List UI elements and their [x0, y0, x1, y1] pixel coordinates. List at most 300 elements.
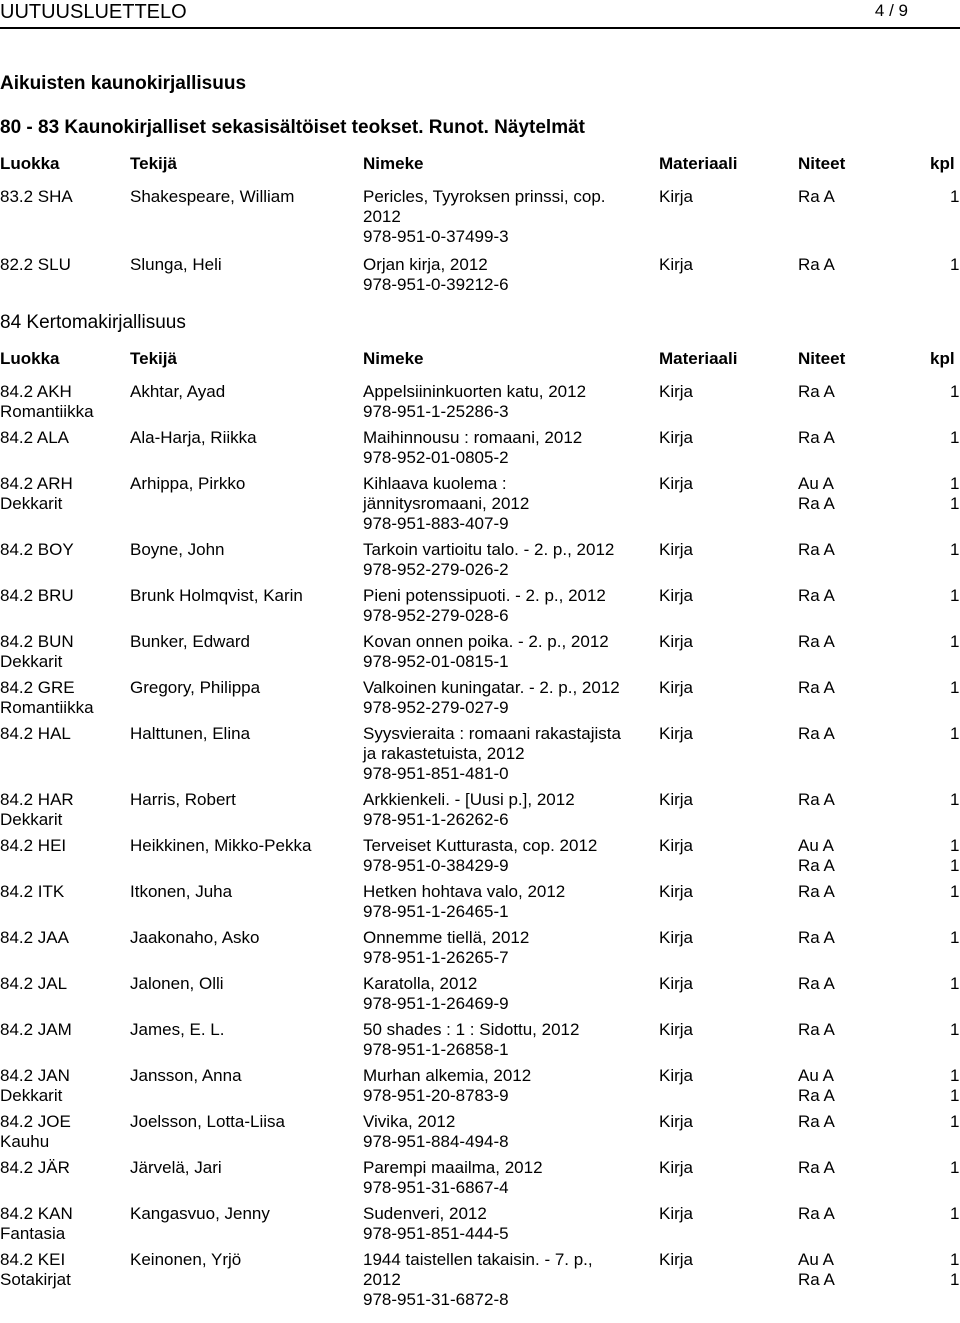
- section2-table: [0, 382, 960, 1316]
- title-cell-line: 978-952-279-026-2: [363, 560, 509, 579]
- material-cell: [659, 1066, 693, 1086]
- count-cell-line: 1: [950, 586, 960, 605]
- title-cell: [363, 882, 565, 922]
- title-cell-line: Kovan onnen poika. - 2. p., 2012: [363, 632, 609, 651]
- author-cell-line: Akhtar, Ayad: [130, 382, 226, 401]
- location-cell-line: Ra A: [798, 382, 835, 401]
- location-cell-line: Ra A: [798, 1270, 835, 1289]
- class-cell: [0, 1158, 70, 1178]
- location-cell: [798, 382, 835, 402]
- count-cell: [950, 1158, 959, 1178]
- material-cell-line: Kirja: [659, 540, 694, 559]
- document-title: UUTUUSLUETTELO: [0, 1, 187, 23]
- title-cell-line: Terveiset Kutturasta, cop. 2012: [363, 836, 598, 855]
- class-cell-line: 84.2 KAN: [0, 1204, 73, 1223]
- title-cell: [363, 187, 606, 247]
- column-header-location: Niteet: [798, 349, 846, 368]
- title-cell-line: 978-951-884-494-8: [363, 1132, 509, 1151]
- title-cell-line: Sudenveri, 2012: [363, 1204, 487, 1223]
- title-cell-line: 978-951-0-39212-6: [363, 275, 509, 294]
- author-cell: [130, 382, 225, 402]
- author-cell: [130, 428, 257, 448]
- title-cell: [363, 1112, 509, 1152]
- table-row: [0, 187, 960, 255]
- material-cell: [659, 540, 693, 560]
- count-cell: [950, 790, 959, 810]
- class-cell: [0, 187, 73, 207]
- material-cell: [659, 428, 693, 448]
- title-cell: [363, 1020, 579, 1060]
- title-cell-line: 978-951-0-38429-9: [363, 856, 509, 875]
- title-cell-line: 978-951-851-444-5: [363, 1224, 509, 1243]
- title-cell-line: Vivika, 2012: [363, 1112, 456, 1131]
- title-cell-line: 1944 taistellen takaisin. - 7. p.,: [363, 1250, 593, 1269]
- title-cell-line: 978-951-1-25286-3: [363, 402, 509, 421]
- class-cell-line: 84.2 ALA: [0, 428, 70, 447]
- count-cell: [950, 474, 959, 514]
- title-cell-line: Maihinnousu : romaani, 2012: [363, 428, 583, 447]
- material-cell-line: Kirja: [659, 474, 694, 493]
- author-cell: [130, 632, 250, 652]
- class-cell-line: 84.2 ITK: [0, 882, 65, 901]
- title-cell-line: Valkoinen kuningatar. - 2. p., 2012: [363, 678, 620, 697]
- page-header: [0, 0, 960, 24]
- title-cell-line: Kihlaava kuolema :: [363, 474, 507, 493]
- author-cell-line: Shakespeare, William: [130, 187, 295, 206]
- table-row: [0, 678, 960, 724]
- title-cell-line: 2012: [363, 1270, 401, 1289]
- location-cell-line: Ra A: [798, 1158, 835, 1177]
- title-cell-line: 978-952-279-027-9: [363, 698, 509, 717]
- author-cell-line: Ala-Harja, Riikka: [130, 428, 257, 447]
- material-cell-line: Kirja: [659, 974, 694, 993]
- material-cell: [659, 382, 693, 402]
- count-cell-line: 1: [950, 882, 960, 901]
- column-header-title: Nimeke: [363, 154, 424, 173]
- title-cell-line: Onnemme tiellä, 2012: [363, 928, 530, 947]
- title-cell-line: Hetken hohtava valo, 2012: [363, 882, 566, 901]
- count-cell: [950, 1204, 959, 1224]
- class-cell-line: 84.2 JAL: [0, 974, 68, 993]
- material-cell-line: Kirja: [659, 1112, 694, 1131]
- material-cell-line: Kirja: [659, 428, 694, 447]
- material-cell-line: Kirja: [659, 1250, 694, 1269]
- table-row: [0, 382, 960, 428]
- column-header-author: Tekijä: [130, 349, 177, 368]
- class-cell-line: Sotakirjat: [0, 1270, 71, 1289]
- author-cell: [130, 678, 260, 698]
- count-cell-line: 1: [950, 540, 960, 559]
- class-cell: [0, 928, 69, 948]
- material-cell: [659, 255, 693, 275]
- count-cell-line: 1: [950, 382, 960, 401]
- author-cell-line: Keinonen, Yrjö: [130, 1250, 242, 1269]
- title-cell-line: 978-951-883-407-9: [363, 514, 509, 533]
- class-cell: [0, 632, 74, 672]
- table-row: [0, 882, 960, 928]
- title-cell: [363, 1066, 531, 1106]
- title-cell: [363, 790, 575, 830]
- count-cell-line: 1: [950, 790, 960, 809]
- material-cell: [659, 187, 693, 207]
- class-cell: [0, 586, 74, 606]
- location-cell: [798, 187, 835, 207]
- count-cell-line: 1: [950, 1250, 960, 1269]
- class-cell: [0, 882, 64, 902]
- title-cell-line: Pericles, Tyyroksen prinssi, cop.: [363, 187, 606, 206]
- class-cell-line: 84.2 JAM: [0, 1020, 72, 1039]
- material-cell: [659, 974, 693, 994]
- author-cell: [130, 974, 224, 994]
- location-cell: [798, 882, 835, 902]
- title-cell: [363, 382, 586, 422]
- count-cell: [950, 540, 959, 560]
- title-cell: [363, 974, 509, 1014]
- count-cell-line: 1: [950, 255, 960, 274]
- author-cell: [130, 540, 225, 560]
- location-cell-line: Ra A: [798, 724, 835, 743]
- class-cell: [0, 540, 74, 560]
- material-cell: [659, 836, 693, 856]
- table-row: [0, 1112, 960, 1158]
- class-cell-line: 83.2 SHA: [0, 187, 73, 206]
- count-cell: [950, 1112, 959, 1132]
- title-cell-line: 978-952-279-028-6: [363, 606, 509, 625]
- count-cell: [950, 586, 959, 606]
- author-cell-line: Itkonen, Juha: [130, 882, 233, 901]
- location-cell-line: Ra A: [798, 494, 835, 513]
- header-rule: [0, 27, 960, 29]
- author-cell-line: Halttunen, Elina: [130, 724, 251, 743]
- count-cell-line: 1: [950, 1066, 960, 1085]
- count-cell-line: 1: [950, 1086, 960, 1105]
- location-cell: [798, 836, 835, 876]
- class-cell: [0, 1204, 73, 1244]
- class-cell: [0, 428, 69, 448]
- title-cell-line: 50 shades : 1 : Sidottu, 2012: [363, 1020, 580, 1039]
- count-cell-line: 1: [950, 632, 960, 651]
- count-cell-line: 1: [950, 428, 960, 447]
- author-cell-line: Järvelä, Jari: [130, 1158, 222, 1177]
- material-cell-line: Kirja: [659, 632, 694, 651]
- class-cell-line: Fantasia: [0, 1224, 66, 1243]
- author-cell: [130, 1020, 224, 1040]
- title-cell-line: 2012: [363, 207, 401, 226]
- class-cell-line: 84.2 KEI: [0, 1250, 66, 1269]
- title-cell: [363, 255, 509, 295]
- location-cell-line: Ra A: [798, 882, 835, 901]
- location-cell: [798, 474, 835, 514]
- author-cell: [130, 187, 294, 207]
- location-cell-line: Ra A: [798, 1020, 835, 1039]
- material-cell: [659, 1112, 693, 1132]
- location-cell: [798, 255, 835, 275]
- title-cell-line: Arkkienkeli. - [Uusi p.], 2012: [363, 790, 575, 809]
- class-cell-line: Kauhu: [0, 1132, 50, 1151]
- table-row: [0, 474, 960, 540]
- class-cell-line: Romantiikka: [0, 402, 94, 421]
- table-row: [0, 974, 960, 1020]
- title-cell-line: Syysvieraita : romaani rakastajista: [363, 724, 621, 743]
- location-cell-line: Ra A: [798, 632, 835, 651]
- author-cell-line: Kangasvuo, Jenny: [130, 1204, 270, 1223]
- title-cell-line: 978-951-1-26469-9: [363, 994, 509, 1013]
- class-cell: [0, 678, 94, 718]
- location-cell-line: Ra A: [798, 428, 835, 447]
- class-cell-line: 84.2 BRU: [0, 586, 74, 605]
- page-number: 4 / 9: [874, 1, 908, 20]
- section-heading-80-83: 80 - 83 Kaunokirjalliset sekasisältöiset teokset. Runot. Näytelmät: [0, 117, 586, 138]
- author-cell: [130, 928, 259, 948]
- class-cell-line: 84.2 JAA: [0, 928, 69, 947]
- title-cell: [363, 428, 582, 468]
- count-cell: [950, 428, 959, 448]
- author-cell: [130, 882, 232, 902]
- author-cell: [130, 255, 222, 275]
- material-cell-line: Kirja: [659, 1020, 694, 1039]
- class-cell: [0, 974, 67, 994]
- author-cell: [130, 1066, 242, 1086]
- class-cell-line: 84.2 JAN: [0, 1066, 70, 1085]
- location-cell-line: Ra A: [798, 1204, 835, 1223]
- class-cell-line: 84.2 JÄR: [0, 1158, 70, 1177]
- count-cell-line: 1: [950, 187, 960, 206]
- material-cell: [659, 1250, 693, 1270]
- count-cell-line: 1: [950, 1020, 960, 1039]
- location-cell-line: Au A: [798, 836, 834, 855]
- count-cell: [950, 724, 959, 744]
- author-cell-line: Gregory, Philippa: [130, 678, 261, 697]
- title-cell-line: Tarkoin vartioitu talo. - 2. p., 2012: [363, 540, 615, 559]
- count-cell: [950, 836, 959, 876]
- author-cell: [130, 586, 303, 606]
- class-cell-line: 84.2 HAR: [0, 790, 74, 809]
- class-cell: [0, 1112, 71, 1152]
- class-cell-line: 82.2 SLU: [0, 255, 71, 274]
- table-row: [0, 586, 960, 632]
- count-cell: [950, 1020, 959, 1040]
- title-cell-line: jännitysromaani, 2012: [363, 494, 530, 513]
- location-cell-line: Ra A: [798, 187, 835, 206]
- section1-table: [0, 187, 960, 303]
- location-cell-line: Ra A: [798, 974, 835, 993]
- column-header-row: [0, 349, 960, 369]
- location-cell-line: Ra A: [798, 856, 835, 875]
- author-cell: [130, 1158, 222, 1178]
- location-cell-line: Au A: [798, 474, 834, 493]
- author-cell: [130, 836, 311, 856]
- title-cell: [363, 836, 597, 876]
- count-cell-line: 1: [950, 856, 960, 875]
- class-cell-line: Dekkarit: [0, 494, 63, 513]
- table-row: [0, 255, 960, 303]
- location-cell-line: Ra A: [798, 928, 835, 947]
- location-cell-line: Ra A: [798, 678, 835, 697]
- material-cell-line: Kirja: [659, 928, 694, 947]
- location-cell: [798, 1112, 835, 1132]
- class-cell-line: Romantiikka: [0, 698, 94, 717]
- class-cell-line: 84.2 HEI: [0, 836, 67, 855]
- column-header-class: Luokka: [0, 349, 60, 368]
- location-cell: [798, 428, 835, 448]
- class-cell-line: 84.2 HAL: [0, 724, 71, 743]
- material-cell: [659, 632, 693, 652]
- class-cell: [0, 790, 74, 830]
- table-row: [0, 1066, 960, 1112]
- title-cell-line: 978-951-1-26465-1: [363, 902, 509, 921]
- author-cell-line: Joelsson, Lotta-Liisa: [130, 1112, 285, 1131]
- class-cell-line: Dekkarit: [0, 652, 63, 671]
- title-cell-line: 978-951-20-8783-9: [363, 1086, 509, 1105]
- author-cell: [130, 790, 236, 810]
- author-cell-line: Heikkinen, Mikko-Pekka: [130, 836, 312, 855]
- material-cell: [659, 1158, 693, 1178]
- location-cell: [798, 1158, 835, 1178]
- title-cell-line: 978-951-1-26262-6: [363, 810, 509, 829]
- title-cell: [363, 540, 614, 580]
- count-cell-line: 1: [950, 928, 960, 947]
- table-row: [0, 540, 960, 586]
- title-cell: [363, 1250, 593, 1310]
- class-cell-line: 84.2 JOE: [0, 1112, 71, 1131]
- location-cell: [798, 1204, 835, 1224]
- material-cell-line: Kirja: [659, 724, 694, 743]
- count-cell: [950, 1250, 959, 1290]
- table-row: [0, 724, 960, 790]
- table-row: [0, 1020, 960, 1066]
- column-header-count: kpl: [930, 154, 955, 173]
- class-cell-line: 84.2 GRE: [0, 678, 75, 697]
- title-cell: [363, 632, 609, 672]
- table-row: [0, 928, 960, 974]
- location-cell: [798, 724, 835, 744]
- author-cell: [130, 1250, 241, 1270]
- count-cell-line: 1: [950, 474, 960, 493]
- class-cell: [0, 382, 94, 422]
- location-cell-line: Ra A: [798, 540, 835, 559]
- material-cell-line: Kirja: [659, 255, 694, 274]
- author-cell: [130, 1204, 270, 1224]
- title-cell-line: 978-952-01-0815-1: [363, 652, 509, 671]
- material-cell-line: Kirja: [659, 586, 694, 605]
- count-cell: [950, 882, 959, 902]
- title-cell: [363, 928, 529, 968]
- table-row: [0, 428, 960, 474]
- class-cell-line: Dekkarit: [0, 810, 63, 829]
- material-cell: [659, 724, 693, 744]
- location-cell-line: Au A: [798, 1250, 834, 1269]
- author-cell-line: James, E. L.: [130, 1020, 225, 1039]
- count-cell: [950, 255, 959, 275]
- count-cell: [950, 928, 959, 948]
- class-cell: [0, 724, 71, 744]
- title-cell: [363, 586, 606, 626]
- section-heading-84: 84 Kertomakirjallisuus: [0, 312, 186, 333]
- material-cell: [659, 678, 693, 698]
- material-cell: [659, 790, 693, 810]
- title-cell-line: 978-951-31-6872-8: [363, 1290, 509, 1309]
- count-cell-line: 1: [950, 974, 960, 993]
- material-cell: [659, 474, 693, 494]
- count-cell-line: 1: [950, 1158, 960, 1177]
- material-cell-line: Kirja: [659, 1158, 694, 1177]
- location-cell: [798, 790, 835, 810]
- column-header-count: kpl: [930, 349, 955, 368]
- class-cell-line: 84.2 AKH: [0, 382, 72, 401]
- author-cell-line: Jaakonaho, Asko: [130, 928, 260, 947]
- title-cell-line: 978-951-1-26858-1: [363, 1040, 509, 1059]
- material-cell-line: Kirja: [659, 836, 694, 855]
- location-cell: [798, 678, 835, 698]
- author-cell-line: Jalonen, Olli: [130, 974, 224, 993]
- count-cell-line: 1: [950, 1270, 960, 1289]
- material-cell: [659, 1204, 693, 1224]
- class-cell: [0, 255, 71, 275]
- class-cell-line: 84.2 ARH: [0, 474, 73, 493]
- count-cell-line: 1: [950, 1112, 960, 1131]
- location-cell-line: Au A: [798, 1066, 834, 1085]
- table-row: [0, 790, 960, 836]
- title-cell-line: Appelsiininkuorten katu, 2012: [363, 382, 587, 401]
- title-cell-line: Pieni potenssipuoti. - 2. p., 2012: [363, 586, 606, 605]
- class-cell-line: 84.2 BUN: [0, 632, 74, 651]
- title-cell-line: 978-951-31-6867-4: [363, 1178, 509, 1197]
- author-cell-line: Brunk Holmqvist, Karin: [130, 586, 303, 605]
- count-cell-line: 1: [950, 1204, 960, 1223]
- author-cell-line: Boyne, John: [130, 540, 225, 559]
- count-cell: [950, 382, 959, 402]
- count-cell-line: 1: [950, 494, 960, 513]
- title-cell: [363, 724, 621, 784]
- location-cell-line: Ra A: [798, 790, 835, 809]
- class-cell: [0, 1020, 72, 1040]
- location-cell: [798, 1020, 835, 1040]
- material-cell-line: Kirja: [659, 882, 694, 901]
- material-cell-line: Kirja: [659, 1066, 694, 1085]
- column-header-row: [0, 154, 960, 174]
- author-cell: [130, 724, 250, 744]
- table-row: [0, 836, 960, 882]
- title-cell-line: 978-951-0-37499-3: [363, 227, 509, 246]
- author-cell-line: Bunker, Edward: [130, 632, 251, 651]
- column-header-class: Luokka: [0, 154, 60, 173]
- class-cell-line: 84.2 BOY: [0, 540, 74, 559]
- column-header-location: Niteet: [798, 154, 846, 173]
- count-cell: [950, 974, 959, 994]
- author-cell-line: Arhippa, Pirkko: [130, 474, 246, 493]
- author-cell: [130, 1112, 285, 1132]
- title-cell: [363, 1158, 543, 1198]
- material-cell: [659, 586, 693, 606]
- column-header-material: Materiaali: [659, 154, 738, 173]
- column-header-author: Tekijä: [130, 154, 177, 173]
- title-cell-line: 978-952-01-0805-2: [363, 448, 509, 467]
- material-cell: [659, 1020, 693, 1040]
- author-cell: [130, 474, 245, 494]
- count-cell: [950, 678, 959, 698]
- location-cell: [798, 928, 835, 948]
- main-heading: Aikuisten kaunokirjallisuus: [0, 73, 247, 94]
- class-cell: [0, 1066, 70, 1106]
- title-cell-line: Karatolla, 2012: [363, 974, 478, 993]
- location-cell: [798, 632, 835, 652]
- count-cell: [950, 1066, 959, 1106]
- location-cell: [798, 974, 835, 994]
- location-cell: [798, 540, 835, 560]
- material-cell: [659, 882, 693, 902]
- title-cell-line: 978-951-851-481-0: [363, 764, 509, 783]
- title-cell-line: 978-951-1-26265-7: [363, 948, 509, 967]
